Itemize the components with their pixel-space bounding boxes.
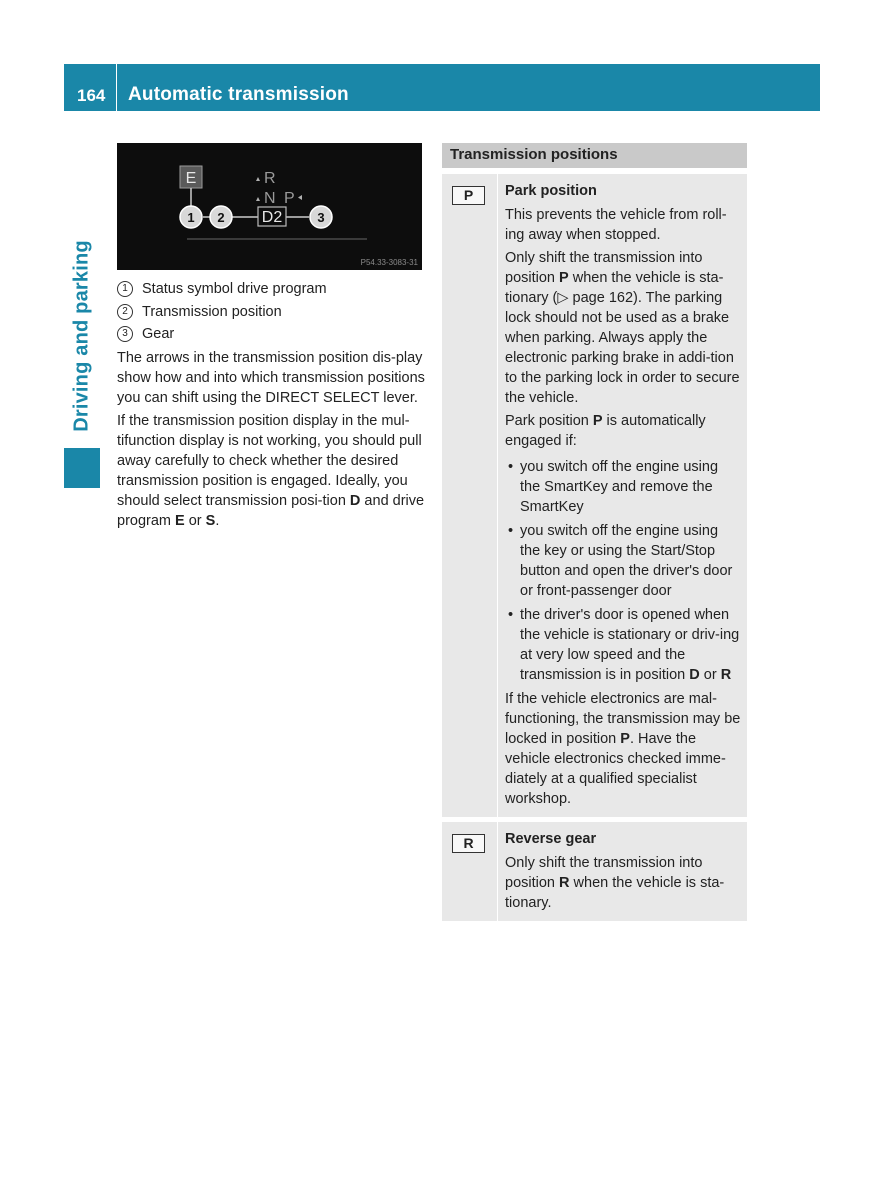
bold-run: R xyxy=(559,875,570,891)
text-run: when the vehicle is sta-tionary (▷ page 162). The parking lock should not be used as a brake when parking. Always apply the electronic parking brake in addi-tion to the parking lock in order to secure the vehicle. xyxy=(505,270,740,406)
np-label: N P xyxy=(264,190,297,207)
callout-3-text: 3 xyxy=(317,210,325,225)
transmission-display-illustration xyxy=(117,143,422,270)
callout-2-text: 2 xyxy=(217,210,225,225)
bold-run: D xyxy=(689,667,700,683)
header-divider xyxy=(116,64,117,111)
callout-1-text: 1 xyxy=(187,210,195,225)
page-title: Automatic transmission xyxy=(128,84,349,105)
image-code: P54.33-3083-31 xyxy=(360,258,418,267)
row-title: Park position xyxy=(505,183,597,199)
side-tab-marker xyxy=(64,448,100,488)
table-key-cell xyxy=(442,174,497,817)
legend-item xyxy=(117,278,425,300)
list-item: • you switch off the engine using the key or using the Start/Stop button and open the driver's door or front-passenger door xyxy=(505,521,742,601)
text-run: Only shift the transmission into position xyxy=(505,855,703,891)
legend-item xyxy=(117,301,425,323)
text-run: and drive program xyxy=(117,493,425,529)
text-run: is automatically engaged if: xyxy=(505,413,706,449)
legend-number: 3 xyxy=(117,326,133,342)
text-run: . xyxy=(215,513,220,529)
bold-run: E xyxy=(175,513,185,529)
page-number: 164 xyxy=(77,86,106,105)
text-run: when the vehicle is sta-tionary. xyxy=(505,875,725,911)
row-paragraph xyxy=(505,853,742,913)
text-run: the driver's door is opened when the vehicle is stationary or driv-ing at very low speed and the transmission is in position xyxy=(520,607,740,683)
list-item: • you switch off the engine using the SmartKey and remove the SmartKey xyxy=(505,457,742,517)
bullet-list xyxy=(505,457,742,685)
table-title: Transmission positions xyxy=(442,143,747,168)
text-run: or xyxy=(699,667,721,683)
r-label: R xyxy=(264,170,276,187)
table-body-cell xyxy=(497,822,747,921)
row-paragraph xyxy=(505,411,742,451)
row-paragraph xyxy=(505,248,742,408)
left-column xyxy=(117,278,425,534)
park-key-icon: P xyxy=(452,186,485,205)
legend-number: 1 xyxy=(117,281,133,297)
legend-number: 2 xyxy=(117,304,133,320)
transmission-positions-table xyxy=(442,143,747,921)
paragraph-arrows: The arrows in the transmission position dis-play show how and into which transmission positions you can shift using the DIRECT SELECT lever. xyxy=(117,350,425,406)
bold-run: P xyxy=(559,270,569,286)
row-title: Reverse gear xyxy=(505,831,597,847)
legend-label: Transmission position xyxy=(142,303,282,320)
legend-item xyxy=(117,323,425,345)
side-tab xyxy=(64,236,100,436)
text-run: If the vehicle electronics are mal-functioning, the transmission may be locked in position xyxy=(505,691,741,747)
bold-run: P xyxy=(592,413,603,429)
text-run: . Have the vehicle electronics checked imme-diately at a qualified specialist workshop. xyxy=(505,731,726,807)
row-paragraph: This prevents the vehicle from roll-ing away when stopped. xyxy=(505,207,727,243)
table-key-cell xyxy=(442,822,497,921)
bold-run: P xyxy=(620,731,630,747)
table-body-cell xyxy=(497,174,747,817)
legend-label: Gear xyxy=(142,326,175,342)
reverse-key-icon: R xyxy=(452,834,485,853)
legend-label: Status symbol drive program xyxy=(142,281,327,297)
text-run: If the transmission position display in the mul-tifunction display is not working, you should pull away carefully to check whether the desired transmission position is engaged. Ideally, you should select transmission posi-tion xyxy=(117,413,422,509)
bold-run: S xyxy=(205,513,216,529)
display-svg xyxy=(117,143,422,270)
bold-run: D xyxy=(349,493,361,509)
table-row-park xyxy=(442,174,747,817)
mode-symbol-text: E xyxy=(185,170,197,187)
row-paragraph xyxy=(505,689,742,809)
text-run: Only shift the transmission into position xyxy=(505,250,703,286)
list-item xyxy=(505,605,742,685)
paragraph-display-failure xyxy=(117,411,425,531)
text-run: Park position xyxy=(505,413,593,429)
gear-label: D2 xyxy=(261,209,283,226)
table-row-reverse xyxy=(442,817,747,921)
side-tab-label: Driving and parking xyxy=(70,240,93,432)
page-header xyxy=(64,64,820,111)
bold-run: R xyxy=(720,667,732,683)
text-run: or xyxy=(184,513,206,529)
